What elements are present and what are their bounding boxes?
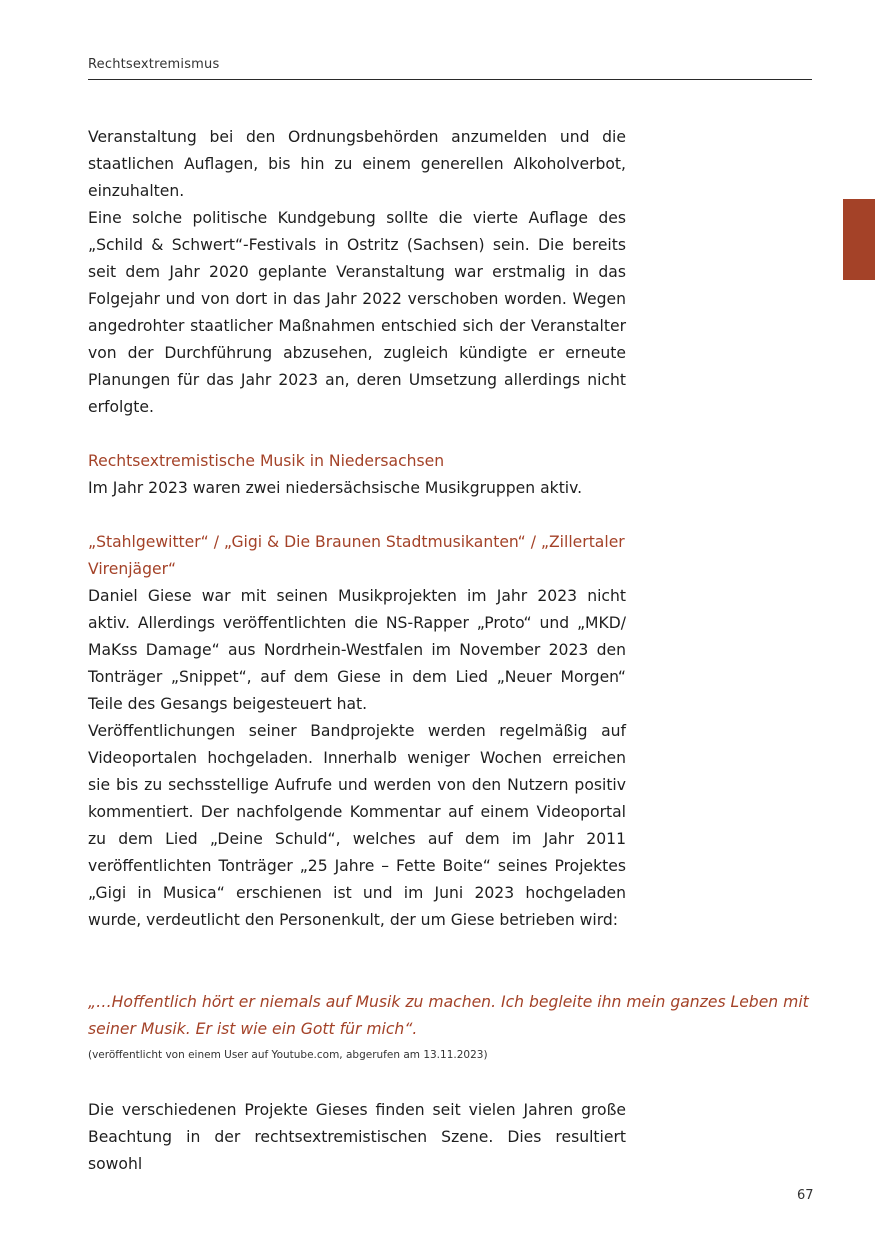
header-divider bbox=[88, 79, 812, 80]
quote-line-2: seiner Musik. Er ist wie ein Gott für mich“. bbox=[88, 1020, 418, 1038]
paragraph-gap bbox=[88, 421, 626, 448]
page-number: 67 bbox=[797, 1188, 814, 1203]
paragraph-2: Eine solche politische Kundgebung sollte die vierte Auflage des „Schild & Schwert“-Festivals in Ostritz (Sachsen) sein. Die bereits seit dem Jahr 2020 geplante Veranstaltung war erstmalig in das Folgejahr und von dort in das Jahr 2022 verschoben worden. Wegen angedrohter staatlicher Maßnahmen entschied sich der Veranstalter von der Durchführung abzusehen, zugleich kündigte er erneute Planungen für das Jahr 2023 an, deren Umsetzung allerdings nicht erfolgte. bbox=[88, 209, 626, 416]
quote-line-1: „…Hoffentlich hört er niemals auf Musik zu machen. Ich begleite ihn mein ganzes Leben mit bbox=[88, 993, 809, 1011]
section-heading-bands: „Stahlgewitter“ / „Gigi & Die Braunen Stadtmusikanten“ / „Zillertaler Virenjäger“ bbox=[88, 533, 625, 578]
chapter-side-tab bbox=[843, 199, 875, 280]
continued-text-column bbox=[88, 1097, 626, 1178]
paragraph-gap bbox=[88, 502, 626, 529]
running-header-title: Rechtsextremismus bbox=[88, 57, 220, 72]
quote-source: (veröffentlicht von einem User auf Youtube.com, abgerufen am 13.11.2023) bbox=[88, 1049, 488, 1061]
paragraph-3: Im Jahr 2023 waren zwei niedersächsische Musikgruppen aktiv. bbox=[88, 479, 583, 497]
quote-block bbox=[88, 989, 816, 1043]
section-heading-music: Rechtsextremistische Musik in Niedersachsen bbox=[88, 452, 445, 470]
main-text-column bbox=[88, 124, 626, 934]
paragraph-5: Veröffentlichungen seiner Bandprojekte werden regelmäßig auf Videoportalen hochgeladen. Innerhalb weniger Wochen erreichen sie bis zu sechsstellige Aufrufe und werden von den Nutzern positiv kommentiert. Der nachfolgende Kommentar auf einem Videoportal zu dem Lied „Deine Schuld“, welches auf dem im Jahr 2011 veröffentlichten Tonträger „25 Jahre – Fette Boite“ seines Projektes „Gigi in Musica“ erschienen ist und im Juni 2023 hochgeladen wurde, verdeutlicht den Personenkult, der um Giese betrieben wird: bbox=[88, 722, 626, 929]
paragraph-6: Die verschiedenen Projekte Gieses finden seit vielen Jahren große Beachtung in der rechtsextremistischen Szene. Dies resultiert sowohl bbox=[88, 1101, 626, 1173]
paragraph-4: Daniel Giese war mit seinen Musikprojekten im Jahr 2023 nicht aktiv. Allerdings veröffentlichten die NS-Rapper „Proto“ und „MKD/​MaKss Damage“ aus Nordrhein-Westfalen im November 2023 den Tonträger „Snippet“, auf dem Giese in dem Lied „Neuer Morgen“ Teile des Gesangs beigesteuert hat. bbox=[88, 587, 626, 713]
paragraph-1: Veranstaltung bei den Ordnungsbehörden anzumelden und die staatlichen Auflagen, bis hin zu einem generellen Alkoholverbot, einzuhalten. bbox=[88, 128, 626, 200]
